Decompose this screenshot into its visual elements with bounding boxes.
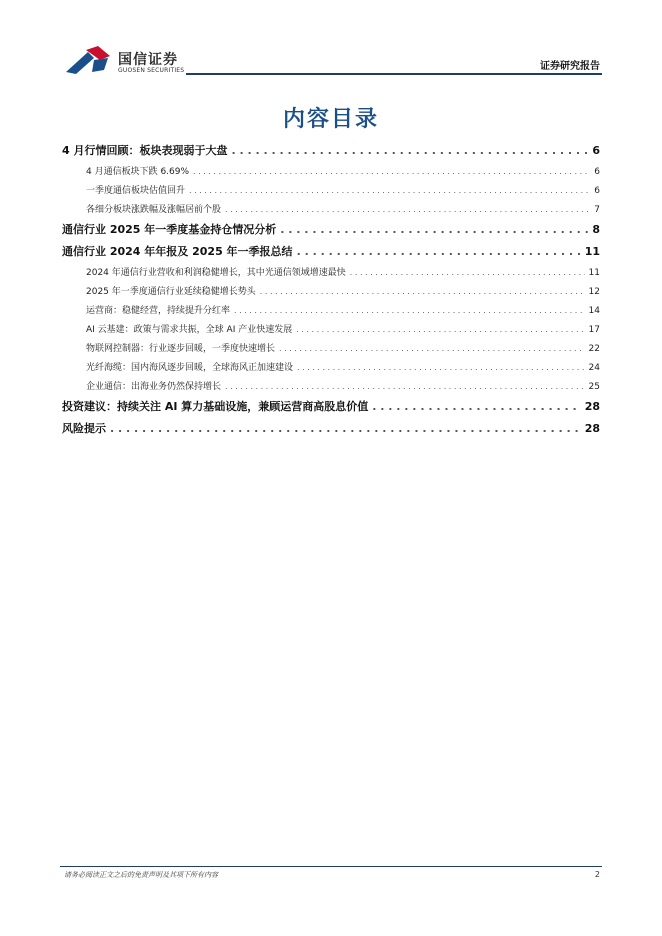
toc-entry-page: 25: [588, 382, 600, 392]
toc-entry-page: 28: [584, 400, 600, 413]
header-divider: [186, 73, 602, 75]
toc-entry-page: 11: [584, 245, 600, 258]
toc-entry-label: 风险提示: [62, 422, 106, 435]
toc-entry-label: 2025 年一季度通信行业延续稳健增长势头: [86, 287, 256, 297]
toc-subentry[interactable]: [62, 282, 600, 301]
toc-leader-dots: [225, 200, 590, 219]
toc-entry-label: 4 月通信板块下跌 6.69%: [86, 167, 190, 177]
toc-entry-page: 12: [588, 287, 600, 297]
toc-entry-page: 14: [588, 306, 600, 316]
toc-leader-dots: [189, 181, 590, 200]
toc-subentry[interactable]: [62, 263, 600, 282]
toc-entry-label: 各细分板块涨跌幅及涨幅居前个股: [86, 205, 222, 215]
toc-entry-label: 企业通信：出海业务仍然保持增长: [86, 382, 222, 392]
toc-entry-label: 运营商：稳健经营，持续提升分红率: [86, 306, 231, 316]
toc-leader-dots: [279, 339, 585, 358]
toc-leader-dots: [193, 162, 590, 181]
toc-subentry[interactable]: [62, 339, 600, 358]
toc-leader-dots: [231, 140, 588, 162]
toc-subentry[interactable]: [62, 358, 600, 377]
toc-entry-label: 通信行业 2025 年一季度基金持仓情况分析: [62, 223, 277, 236]
toc-entry-label: 2024 年通信行业营收和利润稳健增长，其中光通信领域增速最快: [86, 268, 346, 278]
toc-leader-dots: [297, 241, 581, 263]
toc-entry-page: 17: [588, 325, 600, 335]
toc-subentry[interactable]: [62, 301, 600, 320]
toc-subentry[interactable]: [62, 200, 600, 219]
toc-entry[interactable]: [62, 219, 600, 241]
toc-entry-page: 6: [592, 144, 600, 157]
page-title: 内容目录: [282, 107, 379, 132]
toc-entry-page: 6: [594, 167, 600, 177]
page-number: 2: [594, 870, 600, 879]
toc-entry-page: 11: [588, 268, 600, 278]
toc-entry-label: 一季度通信板块估值回升: [86, 186, 186, 196]
toc-leader-dots: [110, 418, 581, 440]
logo-english-name: GUOSEN SECURITIES: [118, 67, 185, 74]
guosen-logo-icon: [64, 46, 114, 78]
toc-leader-dots: [350, 263, 585, 282]
toc-entry-page: 8: [592, 223, 600, 236]
toc-entry[interactable]: [62, 418, 600, 440]
toc-subentry[interactable]: [62, 377, 600, 396]
toc-leader-dots: [260, 282, 585, 301]
toc-entry[interactable]: [62, 241, 600, 263]
report-type-label: 证券研究报告: [540, 61, 600, 72]
toc-leader-dots: [225, 377, 585, 396]
toc-leader-dots: [296, 320, 584, 339]
toc-entry-page: 6: [594, 186, 600, 196]
toc-leader-dots: [297, 358, 585, 377]
toc-subentry[interactable]: [62, 162, 600, 181]
footer-disclaimer: 请务必阅读正文之后的免责声明及其项下所有内容: [64, 871, 218, 879]
toc-entry[interactable]: [62, 396, 600, 418]
toc-subentry[interactable]: [62, 181, 600, 200]
toc-leader-dots: [234, 301, 585, 320]
toc-entry-label: 光纤海缆：国内海风逐步回暖，全球海风正加速建设: [86, 363, 294, 373]
table-of-contents: [62, 140, 600, 440]
company-logo: [64, 46, 184, 78]
toc-entry-page: 22: [588, 344, 600, 354]
footer-divider: [60, 866, 602, 867]
toc-leader-dots: [372, 396, 580, 418]
toc-entry[interactable]: [62, 140, 600, 162]
toc-subentry[interactable]: [62, 320, 600, 339]
toc-leader-dots: [280, 219, 588, 241]
toc-entry-label: 物联网控制器：行业逐步回暖，一季度快速增长: [86, 344, 276, 354]
toc-entry-label: AI 云基建：政策与需求共振，全球 AI 产业快速发展: [86, 325, 293, 335]
toc-entry-label: 投资建议：持续关注 AI 算力基础设施，兼顾运营商高股息价值: [62, 400, 369, 413]
logo-chinese-name: 国信证券: [118, 52, 178, 68]
toc-entry-page: 7: [594, 205, 600, 215]
toc-entry-label: 4 月行情回顾：板块表现弱于大盘: [62, 144, 228, 157]
toc-entry-page: 24: [588, 363, 600, 373]
toc-entry-label: 通信行业 2024 年年报及 2025 年一季报总结: [62, 245, 293, 258]
toc-entry-page: 28: [584, 422, 600, 435]
